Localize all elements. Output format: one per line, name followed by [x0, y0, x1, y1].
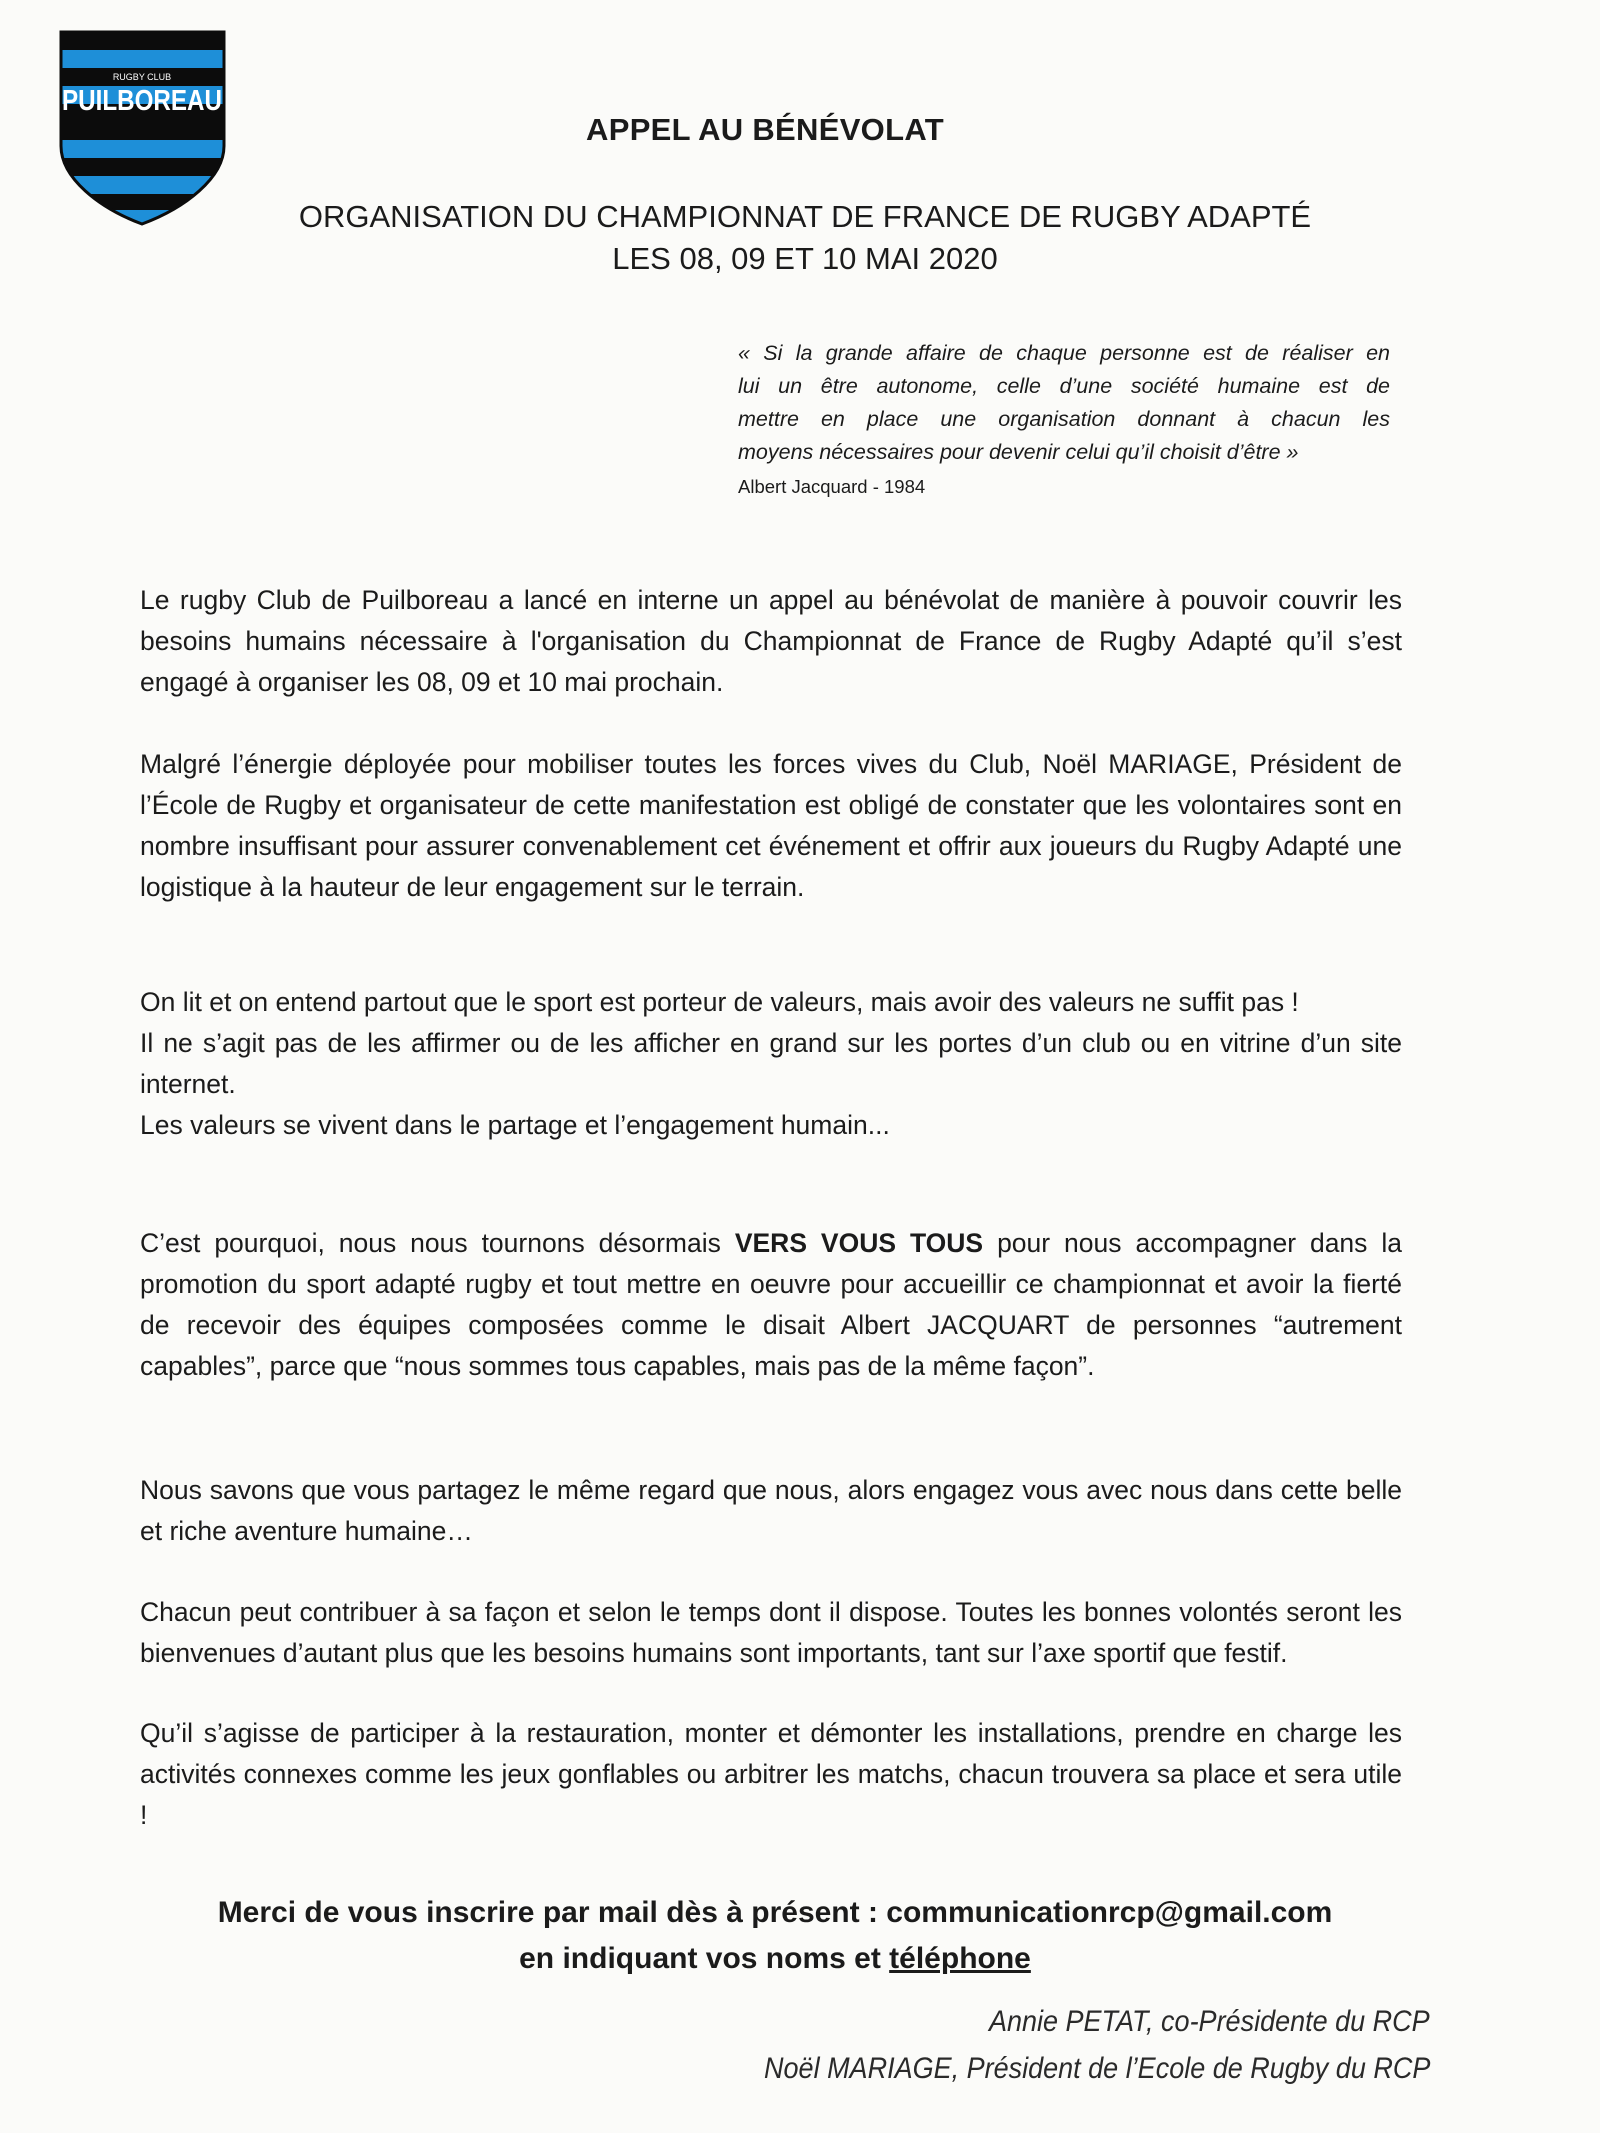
signup-text: Merci de vous inscrire par mail dès à présent :	[217, 1896, 887, 1929]
quote-author: Albert Jacquard - 1984	[738, 476, 926, 497]
paragraph-text: Nous savons que vous partagez le même regard que nous, alors engagez vous avec nous dans cette belle et riche aventure humaine…	[140, 1475, 1402, 1546]
paragraph-values	[140, 982, 1402, 1146]
quote-block	[738, 337, 1390, 469]
signup-line	[130, 1890, 1420, 1936]
paragraph-text: Le rugby Club de Puilboreau a lancé en interne un appel au bénévolat de manière à pouvoir couvrir les besoins humains nécessaire à l'organisation du Championnat de France de Rugby Adapté qu’il s’est engagé à organiser les 08, 09 et 10 mai prochain.	[140, 585, 1402, 697]
paragraph-text: Il ne s’agit pas de les affirmer ou de les afficher en grand sur les portes d’un club ou en vitrine d’un site internet.	[140, 1028, 1402, 1099]
paragraph-text-part: pour nous accompagner dans la promotion du sport adapté rugby et tout mettre en oeuvre pour accueillir ce championnat et avoir la fierté de recevoir des équipes composées comme le disait Albert JACQUART de personnes “autrement capables”, parce que “nous sommes tous capables, mais pas de la même façon”.	[140, 1228, 1402, 1381]
quote-line: lui un être autonome, celle d’une société humaine est de	[738, 374, 1390, 398]
event-dates: LES 08, 09 ET 10 MAI 2020	[612, 241, 998, 276]
quote-line: mettre en place une organisation donnant à chacun les	[738, 407, 1390, 431]
paragraph-text: Qu’il s’agisse de participer à la restauration, monter et démonter les installations, prendre en charge les activités connexes comme les jeux gonflables ou arbitrer les matchs, chacun trouvera sa place et sera utile !	[140, 1718, 1402, 1830]
paragraph-contribute	[140, 1592, 1402, 1674]
contact-email-link[interactable]: communicationrcp@gmail.com	[886, 1896, 1333, 1929]
paragraph-text-part: C’est pourquoi, nous nous tournons désormais	[140, 1228, 735, 1258]
paragraph-tasks	[140, 1713, 1402, 1836]
signup-instructions	[130, 1936, 1420, 1982]
quote-line: moyens nécessaires pour devenir celui qu’il choisit d’être »	[738, 440, 1299, 464]
paragraph-text: Chacun peut contribuer à sa façon et selon le temps dont il dispose. Toutes les bonnes volontés seront les bienvenues d’autant plus que les besoins humains sont importants, tant sur l’axe sportif que festif.	[140, 1597, 1402, 1668]
paragraph-intro	[140, 580, 1402, 703]
paragraph-text: Malgré l’énergie déployée pour mobiliser toutes les forces vives du Club, Noël MARIAGE, Président de l’École de Rugby et organisateur de cette manifestation est obligé de constater que les volontaires sont en nombre insuffisant pour assurer convenablement cet événement et offrir aux joueurs du Rugby Adapté une logistique à la hauteur de leur engagement sur le terrain.	[140, 749, 1402, 902]
quote-line: « Si la grande affaire de chaque personne est de réaliser en	[738, 341, 1390, 365]
paragraph-text: Les valeurs se vivent dans le partage et l’engagement humain...	[140, 1110, 890, 1140]
paragraph-call	[140, 1223, 1402, 1387]
logo-club-name: PUILBOREAU	[62, 85, 222, 117]
signature-president: Noël MARIAGE, Président de l’Ecole de Rugby du RCP	[763, 2052, 1430, 2085]
signup-instructions-text: en indiquant vos noms et	[519, 1942, 890, 1975]
event-title: ORGANISATION DU CHAMPIONNAT DE FRANCE DE RUGBY ADAPTÉ	[298, 199, 1312, 234]
paragraph-engage	[140, 1470, 1402, 1552]
page-title: APPEL AU BÉNÉVOLAT	[586, 112, 944, 147]
paragraph-text	[140, 1223, 1402, 1387]
logo-small-text: RUGBY CLUB	[112, 72, 172, 82]
paragraph-text: On lit et on entend partout que le sport est porteur de valeurs, mais avoir des valeurs ne suffit pas !	[140, 987, 1299, 1017]
signature-copresident: Annie PETAT, co-Présidente du RCP	[989, 2005, 1430, 2038]
phone-emphasis: téléphone	[889, 1942, 1031, 1975]
paragraph-situation	[140, 744, 1402, 908]
emphasis-text: VERS VOUS TOUS	[734, 1228, 984, 1258]
